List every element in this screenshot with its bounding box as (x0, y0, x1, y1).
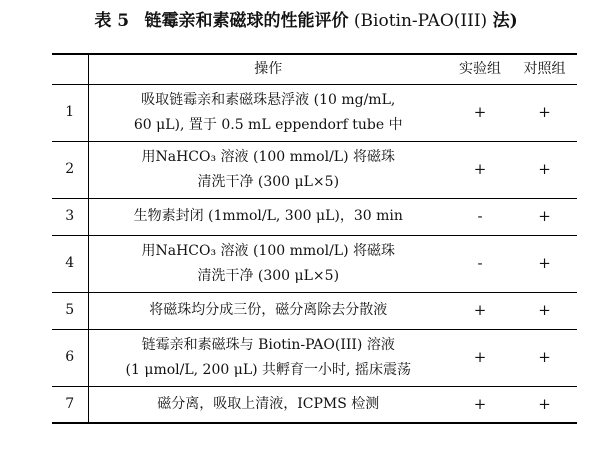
operation-line: 吸取链霉亲和素磁珠悬浮液 (10 mg/mL, (141, 91, 396, 108)
row-index: 1 (52, 84, 88, 141)
header-operation: 操作 (254, 60, 283, 77)
table-row (52, 141, 577, 198)
header-control-group: 对照组 (523, 60, 566, 77)
control-mark: + (538, 394, 551, 413)
row-operation (88, 141, 448, 198)
experimental-mark: + (473, 394, 487, 413)
table-row (52, 235, 577, 292)
procedure-table (52, 53, 577, 424)
table-row (52, 198, 577, 235)
operation-line: 清洗干净 (300 μL×5) (197, 173, 340, 190)
table-header-row (52, 54, 577, 84)
control-mark: + (538, 103, 551, 121)
row-index: 4 (52, 235, 88, 292)
control-mark: + (538, 348, 551, 366)
experimental-mark: + (473, 348, 487, 366)
row-operation (88, 235, 448, 292)
table-caption (0, 6, 612, 31)
row-operation (88, 198, 448, 235)
table-row (52, 84, 577, 141)
operation-line: 清洗干净 (300 μL×5) (197, 267, 340, 284)
table-title-suffix: 法) (492, 11, 518, 31)
row-index: 6 (52, 329, 88, 386)
row-index: 7 (52, 386, 88, 423)
experimental-mark: + (473, 103, 487, 121)
row-operation (88, 329, 448, 386)
operation-line: 60 μL), 置于 0.5 mL eppendorf tube 中 (133, 116, 403, 133)
row-operation (88, 292, 448, 329)
row-operation (88, 386, 448, 423)
operation-line: 磁分离，吸取上清液，ICPMS 检测 (157, 395, 380, 412)
control-mark: + (538, 160, 551, 178)
control-mark: + (538, 207, 551, 225)
row-index: 2 (52, 141, 88, 198)
row-index: 3 (52, 198, 88, 235)
control-mark: + (538, 254, 551, 272)
table-row (52, 329, 577, 386)
operation-line: 将磁珠均分成三份，磁分离除去分散液 (149, 302, 388, 318)
experimental-mark: - (477, 254, 483, 272)
operation-line: (1 μmol/L, 200 μL) 共孵育一小时, 摇床震荡 (125, 361, 411, 378)
table-row (52, 292, 577, 329)
table-number: 表 5 (94, 11, 130, 31)
operation-line: 用NaHCO₃ 溶液 (100 mmol/L) 将磁珠 (141, 148, 396, 165)
table-title-method: (Biotin-PAO(III) (353, 11, 488, 31)
experimental-mark: + (473, 160, 487, 178)
operation-line: 生物素封闭 (1mmol/L, 300 μL)，30 min (133, 208, 403, 224)
table-title: 链霉亲和素磁球的性能评价 (144, 11, 349, 31)
header-experimental-group: 实验组 (459, 60, 501, 77)
row-index: 5 (52, 292, 88, 329)
experimental-mark: - (477, 207, 483, 225)
control-mark: + (538, 301, 551, 319)
row-operation (88, 84, 448, 141)
experimental-mark: + (473, 301, 487, 319)
operation-line: 链霉亲和素磁珠与 Biotin-PAO(III) 溶液 (141, 336, 395, 353)
table-row (52, 386, 577, 423)
operation-line: 用NaHCO₃ 溶液 (100 mmol/L) 将磁珠 (141, 242, 396, 259)
header-index (52, 54, 88, 84)
